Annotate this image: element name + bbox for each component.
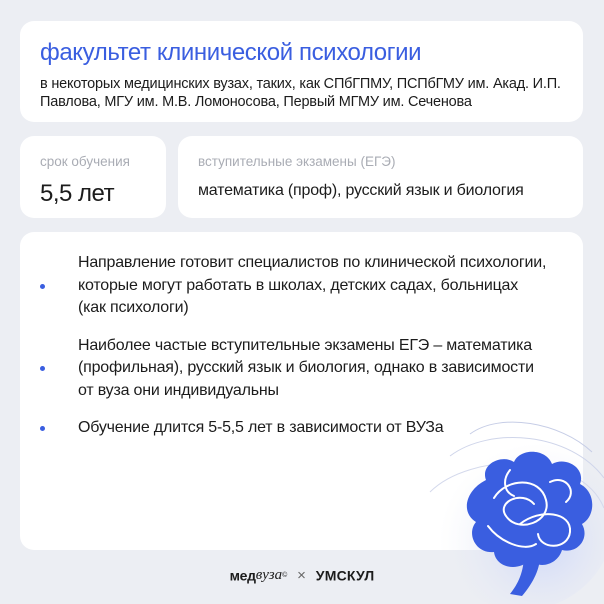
bullet-item-2 bbox=[40, 335, 550, 403]
bullet-text: Наиболее частые вступительные экзамены ЕГЭ – математика (профильная), русский язык и биология, однако в зависимости от вуза они индивидуальны bbox=[78, 336, 534, 399]
page-title: факультет клинической психологии bbox=[40, 39, 422, 66]
title-card bbox=[20, 21, 583, 122]
logo-umskul: УМСКУЛ bbox=[315, 567, 375, 584]
term-card bbox=[20, 136, 166, 218]
term-value: 5,5 лет bbox=[40, 180, 115, 207]
exams-card bbox=[178, 136, 583, 218]
bullet-dot-icon bbox=[40, 284, 45, 289]
bullet-dot-icon bbox=[40, 426, 45, 431]
term-label: срок обучения bbox=[40, 154, 130, 169]
logo-separator: × bbox=[297, 566, 306, 584]
bullet-dot-icon bbox=[40, 366, 45, 371]
bullet-item-1 bbox=[40, 252, 550, 320]
exams-value: математика (проф), русский язык и биология bbox=[198, 182, 524, 199]
bullet-text: Обучение длится 5-5,5 лет в зависимости от ВУЗа bbox=[78, 419, 444, 436]
bullet-text: Направление готовит специалистов по клинической психологии, которые могут работать в школах, детских садах, больницах (как психологи) bbox=[78, 254, 547, 316]
logo-medvuza-part1: мед bbox=[229, 567, 256, 584]
title-subtitle: в некоторых медицинских вузах, таких, как СПбГПМУ, ПСПбГМУ им. Акад. И.П. Павлова, МГУ им. М.В. Ломоносова, Первый МГМУ им. Сеченова bbox=[40, 76, 561, 110]
footer-logos bbox=[0, 566, 604, 584]
logo-medvuza-part2: вуза bbox=[255, 566, 283, 583]
logo-copyright-mark: © bbox=[282, 571, 288, 579]
exams-label: вступительные экзамены (ЕГЭ) bbox=[198, 154, 396, 169]
